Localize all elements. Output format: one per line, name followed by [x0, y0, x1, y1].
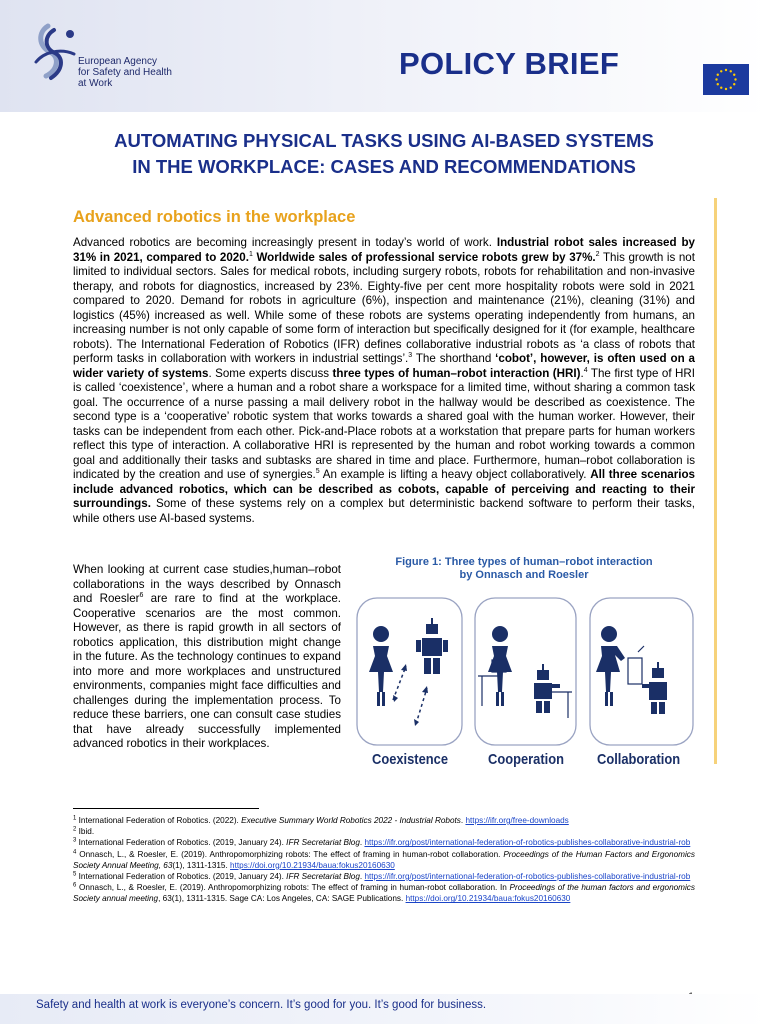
body-paragraph: Advanced robotics are becoming increasingly present in today’s world of work. Industrial robot sales increased by 31% in 2021, compared to 2020.$^1$ Worldwide sales of professional service robots grew by 37%.$^2$ This growth is not limited to individual sectors. Sales for medical robots, including surgery robots, robots for rehabilitation and non-invasive therapy, and robots for diagnostics, increased by 23%. Eighty-five per cent more hospitality robots were sold in 2021 compared to 2020. Demand for robots in agriculture (6%), inspection and maintenance (21%), cleaning (31%) and logistics (45%) increased as well. While some of these robots are systems operating independently from humans, an increasing number is not only capable of some form of interaction but specifically designed for it (for example, healthcare robots). The International Federation of Robotics (IFR) defines collaborative industrial robots as ‘a class of robots that perform tasks in collaboration with workers in industrial settings’.$^3$ The shorthand ‘cobot’, however, is often used on a wider variety of systems. Some experts discuss three types of human–robot interaction (HRI).$^4$ The first type of HRI is called ‘coexistence’, where a human and a robot share a workspace for a limited time, without sharing a common task goal. The occurrence of a nurse passing a mail delivery robot in the hallway would be described as coexistence. The second type is a ‘cooperative’ robotic system that works towards a shared goal with the human worker. However, their tasks can be independent from each other. Pick-and-Place robots at a workstation that prepare parts for human workers reflect this type of interaction. A collaborative HRI is represented by the human and robot working towards a common goal and additionally their tasks and subtasks are shared in time and place. Furthermore, human–robot collaboration is indicated by the creation and use of synergies.$^5$ An example is lifting a heavy object collaboratively. All three scenarios include advanced robotics, which can be described as cobots, capable of perceiving and reacting to their surroundings. Some of these systems rely on a complex but deterministic backend software to perform their tasks, while others use AI-based systems.: [73, 236, 696, 525]
footnotes: [73, 815, 695, 905]
shared-object-icon: [628, 646, 644, 684]
caption-line: Figure 1: Three types of human–robot interaction: [395, 556, 653, 568]
footnote-ref: 4: [583, 366, 588, 374]
star-icon: [733, 83, 735, 85]
person-icon: [369, 626, 393, 706]
reference-link[interactable]: https://doi.org/10.21934/baua:fokus20160630: [405, 894, 571, 904]
star-icon: [725, 88, 727, 90]
agency-name: [78, 56, 172, 89]
star-icon: [720, 70, 722, 72]
eu-flag-icon: [703, 64, 749, 95]
reference-link[interactable]: https://ifr.org/post/international-federation-of-robotics-publishes-collaborative-industrial-rob: [364, 838, 691, 848]
double-arrow-icon: [393, 666, 427, 724]
figure-caption: [354, 556, 694, 582]
emphasis: All three scenarios include advanced robotics, which can be described as cobots, capable of perceiving and reacting to their surroundings.: [73, 468, 695, 510]
footnote-ref: 4: [73, 848, 77, 855]
italic-title: Proceedings of the Human Factors and Ergonomics Society Annual Meeting, 63: [73, 849, 695, 870]
hri-types-figure: [354, 588, 700, 786]
eu-osha-logo-icon: [30, 22, 80, 90]
figure-label-collaboration: Collaboration: [597, 751, 681, 768]
reference-link[interactable]: https://doi.org/10.21934/baua:fokus20160630: [230, 860, 395, 870]
star-icon: [715, 78, 717, 80]
star-icon: [725, 69, 727, 71]
star-icon: [730, 87, 732, 89]
section-heading: Advanced robotics in the workplace: [73, 208, 356, 226]
footnote-ref: 6: [73, 882, 77, 889]
star-icon: [720, 87, 722, 89]
emphasis: Industrial robot sales increased by 31% in 2021, compared to 2020.: [73, 236, 696, 264]
star-icon: [733, 74, 735, 76]
footnote: $^1$ International Federation of Robotics. (2022). Executive Summary World Robotics 2022 - Industrial Robots. https://ifr.org/free-downloads: [73, 815, 569, 825]
footnote-ref: 3: [73, 837, 77, 844]
footnote: $^4$ Onnasch, L., & Roesler, E. (2019). Anthropomorphizing robots: The effect of framing in human-robot collaboration. Proceedings of the Human Factors and Ergonomics Society Annual Meeting, 63(1), 1311-1315. https://doi.org/10.21934/baua:fokus20160630: [73, 848, 695, 870]
figure-label-cooperation: Cooperation: [488, 751, 564, 768]
document-title: [30, 128, 738, 180]
star-icon: [734, 78, 736, 80]
agency-line: at Work: [78, 78, 113, 89]
footnote: $^5$ International Federation of Robotics. (2019, January 24). IFR Secretariat Blog. https://ifr.org/post/international-federation-of-robotics-publishes-collaborative-industrial-rob: [73, 871, 691, 882]
document-type: POLICY BRIEF: [399, 46, 620, 81]
footer-tagline: Safety and health at work is everyone’s concern. It’s good for you. It’s good for business.: [36, 999, 487, 1011]
footnote-ref: 3: [408, 352, 413, 360]
emphasis: ‘cobot’, however, is often used on a wider variety of systems: [73, 352, 695, 380]
footnote-ref: 5: [73, 871, 77, 878]
star-icon: [730, 70, 732, 72]
robot-icon: [416, 618, 448, 674]
robot-icon: [534, 664, 560, 713]
footnote-ref: 2: [73, 826, 77, 833]
star-icon: [717, 83, 719, 85]
italic-title: Proceedings of the human factors and ergonomics Society annual meeting: [73, 883, 695, 904]
footnote: $^3$ International Federation of Robotics. (2019, January 24). IFR Secretariat Blog. https://ifr.org/post/international-federation-of-robotics-publishes-collaborative-industrial-rob: [73, 837, 691, 848]
body-paragraph: When looking at current case studies,human–robot collaborations in the ways described by Onnasch and Roesler$^6$ are rare to find at the workplace. Cooperative scenarios are the most common. However, as there is rapid growth in all sectors of robotics application, this distribution might change in the future. As the technology continues to expand into more and more workplaces and unstructured environments, companies might face difficulties and challenges during the implementation process. To reduce these barriers, one can consult case studies that have already successfully implemented advanced robotics in their workplaces.: [73, 563, 341, 750]
agency-line: European Agency: [78, 56, 157, 67]
footnote-ref: 6: [139, 592, 144, 600]
margin-accent-line: [714, 198, 717, 764]
reference-link[interactable]: https://ifr.org/post/international-federation-of-robotics-publishes-collaborative-industrial-rob: [364, 872, 691, 882]
footnote-ref: 1: [73, 815, 77, 822]
footnote: $^6$ Onnasch, L., & Roesler, E. (2019). Anthropomorphizing robots: The effect of framing in human-robot collaboration. In Proceedings of the human factors and ergonomics Society annual meeting, 63(1), 1311-1315. Sage CA: Los Angeles, CA: SAGE Publications. https://doi.org/10.21934/baua:fokus20160630: [73, 882, 695, 904]
emphasis: Worldwide sales of professional service robots grew by 37%.: [256, 250, 596, 264]
star-icon: [717, 74, 719, 76]
title-line: IN THE WORKPLACE: CASES AND RECOMMENDATIONS: [132, 156, 636, 177]
desk-icon: [552, 692, 572, 718]
person-icon: [596, 626, 625, 706]
footnote-separator: [73, 808, 259, 809]
reference-link[interactable]: https://ifr.org/free-downloads: [465, 816, 569, 825]
footnote-ref: 2: [595, 250, 600, 258]
italic-title: Executive Summary World Robotics 2022 - Industrial Robots: [241, 816, 461, 825]
title-line: AUTOMATING PHYSICAL TASKS USING AI-BASED SYSTEMS: [114, 130, 654, 151]
figure-label-coexistence: Coexistence: [372, 751, 449, 768]
agency-line: for Safety and Health: [78, 67, 172, 78]
robot-icon: [642, 662, 667, 714]
italic-title: IFR Secretariat Blog: [286, 872, 360, 882]
footnote-ref: 1: [248, 250, 253, 258]
footnote-ref: 5: [315, 468, 320, 476]
caption-line: by Onnasch and Roesler: [459, 569, 589, 581]
footnote: $^2$ Ibid.: [73, 826, 95, 837]
italic-title: IFR Secretariat Blog: [286, 838, 360, 848]
emphasis: three types of human–robot interaction (HRI): [332, 366, 581, 380]
